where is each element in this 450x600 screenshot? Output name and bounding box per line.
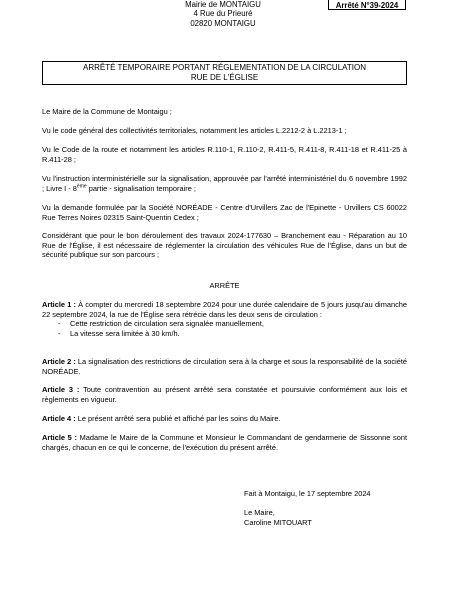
mairie-street: 4 Rue du Prieuré (193, 9, 253, 19)
consideration-works: Considérant que pour le bon déroulement des travaux 2024-177630 – Branchement eau - Réparation au 10 Rue de l'Église, il est nécessaire de réglementer la circulation des véhicules Rue de l'Église, dans un but de sécurité publique sur son parcours ; (42, 231, 407, 260)
consideration-instruction (42, 174, 407, 193)
signature-role: Le Maire, (244, 508, 275, 517)
article-1-text: À compter du mercredi 18 septembre 2024 pour une durée calendaire de 5 jours jusqu'au dimanche 22 septembre 2024, la rue de l'Église sera rétrécie dans les deux sens de circulation : (42, 300, 407, 319)
decree-heading: ARRÊTE (209, 281, 240, 290)
consideration-code-route: Vu le Code de la route et notamment les articles R.110-1, R.110-2, R.411-5, R.411-8, R.411-18 et R.411-25 à R.411-28 ; (42, 145, 407, 164)
mairie-address-header (168, 0, 278, 28)
article-2-label: Article 2 : (42, 357, 76, 366)
decree-title-line1: ARRÊTÉ TEMPORAIRE PORTANT RÉGLEMENTATION DE LA CIRCULATION (82, 63, 366, 72)
mairie-name: Mairie de MONTAIGU (185, 0, 261, 9)
mairie-postcode-city: 02820 MONTAIGU (190, 18, 256, 28)
article-5 (42, 433, 407, 452)
consideration-cgct: Vu le code général des collectivités territoriales, notamment les articles L.2212-2 à L.2213-1 ; (42, 126, 347, 135)
consideration-request: Vu la demande formulée par la Société NORÉADE - Centre d'Urvillers Zac de l'Epinette - Urvillers CS 60022 Rue Terres Noires 02315 Saint-Quentin Cedex ; (42, 203, 407, 222)
article-1 (42, 300, 407, 338)
article-2 (42, 357, 407, 376)
article-1-list (42, 319, 407, 338)
article-3 (42, 385, 407, 404)
intro-mayor: Le Maire de la Commune de Montaigu ; (42, 107, 172, 116)
article-1-item: - La vitesse sera limitée à 30 km/h. (42, 329, 407, 339)
article-3-text: Toute contravention au présent arrêté sera constatée et poursuivie conformément aux lois et règlements en vigueur. (42, 385, 407, 404)
article-5-label: Article 5 : (42, 433, 77, 442)
article-1-label: Article 1 : (42, 300, 76, 309)
consideration-instruction-text: Vu l'instruction interministérielle sur la signalisation, approuvée par l'arrêté interministériel du 6 novembre 1992 ; Livre I - 8 (42, 174, 407, 193)
article-4 (42, 414, 407, 424)
signature-place-date: Fait à Montaigu, le 17 septembre 2024 (244, 489, 371, 498)
article-5-text: Madame le Maire de la Commune et Monsieur le Commandant de gendarmerie de Sissonne sont chargés, chacun en ce qui le concerne, de l'exécution du présent arrêté. (42, 433, 407, 452)
decree-title-line2: RUE DE L'ÉGLISE (190, 73, 259, 82)
article-4-label: Article 4 : (42, 414, 76, 423)
signature-name: Caroline MITOUART (244, 518, 312, 527)
article-1-item: - Cette restriction de circulation sera signalée manuellement, (42, 319, 407, 329)
decree-title-box (42, 61, 407, 85)
decree-reference-number: Arrêté N°39-2024 (328, 0, 406, 10)
consideration-instruction-end: partie - signalisation temporaire ; (86, 183, 196, 193)
article-2-text: La signalisation des restrictions de circulation sera à la charge et sous la responsabilité de la société NORÉADE. (42, 357, 407, 376)
consideration-instruction-sup: ème (76, 183, 87, 190)
article-3-label: Article 3 : (42, 385, 80, 394)
article-4-text: Le présent arrêté sera publié et affiché par les soins du Maire. (75, 414, 281, 423)
